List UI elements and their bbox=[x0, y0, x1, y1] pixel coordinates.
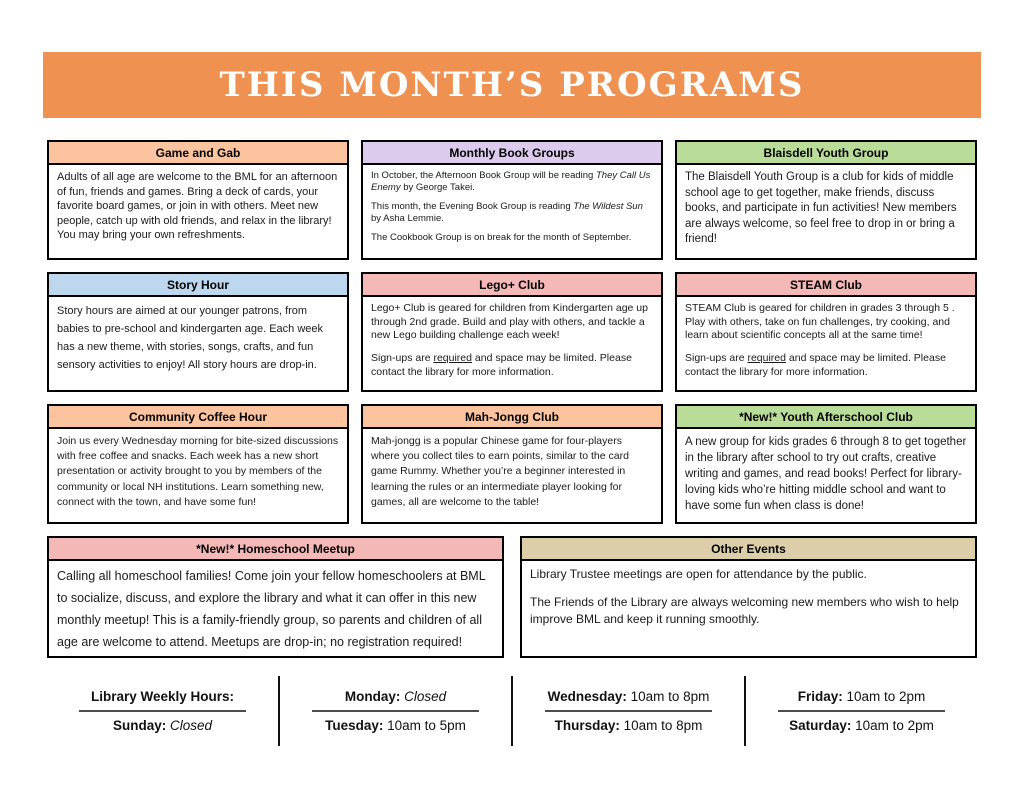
card-title: Lego+ Club bbox=[363, 274, 661, 297]
text-run: This month, the Evening Book Group is reading bbox=[371, 200, 574, 212]
book-title-italic: They Call Us Enemy bbox=[371, 170, 651, 193]
hours-value: 10am to 2pm bbox=[842, 689, 926, 704]
text-run: Library Trustee meetings are open for attendance by the public. bbox=[530, 567, 867, 581]
underlined-text: required bbox=[747, 351, 786, 364]
card-body bbox=[49, 429, 347, 522]
hours-value: 10am to 8pm bbox=[619, 718, 703, 733]
card-row bbox=[47, 140, 977, 260]
divider-line bbox=[778, 710, 944, 712]
text-run: In October, the Afternoon Book Group will be reading bbox=[371, 170, 596, 181]
text-run: STEAM Club is geared for children in grades 3 through 5 . Play with others, take on fun challenges, try cooking, and learn about scientific concepts all at the same time! bbox=[685, 302, 955, 342]
card-title: Community Coffee Hour bbox=[49, 406, 347, 429]
divider-line bbox=[79, 710, 245, 712]
hours-sunday bbox=[113, 718, 212, 733]
text-run: Sign-ups are bbox=[685, 351, 748, 364]
card-title: *New!* Homeschool Meetup bbox=[49, 538, 502, 561]
hours-value: 10am to 8pm bbox=[626, 689, 710, 704]
card-paragraph bbox=[371, 170, 653, 194]
program-card-monthly-book-groups bbox=[361, 140, 663, 260]
program-card-other-events bbox=[520, 536, 977, 658]
text-run: The Cookbook Group is on break for the month of September. bbox=[371, 231, 632, 243]
program-card-community-coffee-hour bbox=[47, 404, 349, 524]
hours-wednesday bbox=[548, 689, 710, 704]
card-body bbox=[677, 297, 975, 390]
text-run: Join us every Wednesday morning for bite-sized discussions with free coffee and snacks. Each week has a new short presentation or activity brought to you by members of the community or local NH institutions. Learn something new, connect with the town, and have some fun! bbox=[57, 435, 339, 508]
banner bbox=[43, 52, 981, 118]
card-paragraph bbox=[57, 302, 339, 375]
text-run: Lego+ Club is geared for children from Kindergarten age up through 2nd grade. Build and play with others, and tackle a new Lego building challenge each week! bbox=[371, 302, 648, 342]
hours-monday bbox=[345, 689, 446, 704]
hours-day-label: Sunday: bbox=[112, 718, 167, 733]
hours-value: 10am to 5pm bbox=[383, 718, 466, 733]
hours-day-label: Wednesday: bbox=[547, 689, 627, 704]
book-title-italic: The Wildest Sun bbox=[573, 200, 643, 212]
hours-friday bbox=[798, 689, 926, 704]
card-title: STEAM Club bbox=[677, 274, 975, 297]
hours-day-label: Monday: bbox=[344, 689, 401, 704]
card-paragraph bbox=[371, 201, 653, 225]
card-title: *New!* Youth Afterschool Club bbox=[677, 406, 975, 429]
hours-day-label: Tuesday: bbox=[325, 718, 384, 733]
hours-value: Closed bbox=[400, 689, 447, 704]
card-row bbox=[47, 404, 977, 524]
hours-thursday bbox=[555, 718, 703, 733]
program-card-homeschool-meetup bbox=[47, 536, 504, 658]
card-paragraph bbox=[685, 434, 967, 514]
text-run: by George Takei. bbox=[400, 181, 475, 193]
card-paragraph bbox=[685, 352, 967, 379]
hours-column bbox=[47, 676, 280, 746]
hours-section bbox=[47, 676, 977, 746]
card-body bbox=[522, 561, 975, 656]
card-paragraph bbox=[685, 170, 967, 248]
card-paragraph bbox=[530, 566, 967, 583]
card-title: Other Events bbox=[522, 538, 975, 561]
hours-title bbox=[91, 689, 234, 704]
text-run: by Asha Lemmie. bbox=[371, 212, 444, 224]
text-run: and space may be limited. Please contact the library for more information. bbox=[371, 351, 632, 378]
page-title: THIS MONTH’S PROGRAMS bbox=[219, 65, 805, 105]
programs-grid bbox=[47, 140, 977, 658]
hours-column bbox=[746, 676, 977, 746]
hours-column bbox=[280, 676, 513, 746]
card-paragraph bbox=[530, 594, 967, 628]
underlined-text: required bbox=[433, 351, 472, 364]
card-body bbox=[49, 165, 347, 258]
hours-day-label: Thursday: bbox=[554, 718, 620, 733]
text-run: The Blaisdell Youth Group is a club for kids of middle school age to get together, make friends, discuss books, and participate in fun activities! New members are always welcome, so feel free to drop in or bring a friend! bbox=[685, 171, 957, 246]
text-run: and space may be limited. Please contact the library for more information. bbox=[685, 351, 946, 378]
program-card-youth-afterschool-club bbox=[675, 404, 977, 524]
program-card-steam-club bbox=[675, 272, 977, 392]
program-card-mah-jongg-club bbox=[361, 404, 663, 524]
text-run: Calling all homeschool families! Come join your fellow homeschoolers at BML to socialize, discuss, and explore the library and what it can offer in this new monthly meetup! This is a family-friendly group, so parents and children of all age are welcome to attend. Meetups are drop-in; no registration required! bbox=[57, 569, 486, 649]
card-body bbox=[49, 297, 347, 390]
hours-day-label: Friday: bbox=[797, 689, 843, 704]
text-run: Mah-jongg is a popular Chinese game for four-players where you collect tiles to earn points, similar to the card game Rummy. Whether you’re a beginner interested in learning the rules or an intermediate player looking for games, all are welcome to the table! bbox=[371, 435, 629, 508]
card-paragraph bbox=[685, 302, 967, 343]
card-body bbox=[363, 429, 661, 522]
text-run: Sign-ups are bbox=[371, 351, 434, 364]
card-title: Blaisdell Youth Group bbox=[677, 142, 975, 165]
card-paragraph bbox=[371, 232, 653, 244]
divider-line bbox=[545, 710, 711, 712]
card-title: Story Hour bbox=[49, 274, 347, 297]
program-card-lego-club bbox=[361, 272, 663, 392]
hours-column bbox=[513, 676, 746, 746]
card-paragraph bbox=[371, 302, 653, 343]
program-card-game-and-gab bbox=[47, 140, 349, 260]
divider-line bbox=[312, 710, 478, 712]
hours-value: 10am to 2pm bbox=[851, 718, 934, 733]
card-title: Mah-Jongg Club bbox=[363, 406, 661, 429]
card-body bbox=[677, 165, 975, 258]
hours-value: Closed bbox=[166, 718, 213, 733]
card-paragraph bbox=[57, 434, 339, 510]
card-body bbox=[363, 165, 661, 258]
card-body bbox=[49, 561, 502, 656]
card-row bbox=[47, 536, 977, 658]
program-card-blaisdell-youth-group bbox=[675, 140, 977, 260]
card-paragraph bbox=[371, 434, 653, 510]
card-body bbox=[677, 429, 975, 522]
text-run: Adults of all age are welcome to the BML for an afternoon of fun, friends and games. Bring a deck of cards, your favorite board games, or join in with others. Meet new people, catch up with old friends, and relax in the library! You may bring your own refreshments. bbox=[57, 171, 338, 242]
text-run: Story hours are aimed at our younger patrons, from babies to pre-school and kindergarten age. Each week has a new theme, with stories, songs, crafts, and fun sensory activities to enjoy! All story hours are drop-in. bbox=[57, 305, 324, 372]
hours-day-label: Library Weekly Hours: bbox=[90, 689, 235, 704]
hours-day-label: Saturday: bbox=[789, 718, 852, 733]
card-body bbox=[363, 297, 661, 390]
program-card-story-hour bbox=[47, 272, 349, 392]
card-paragraph bbox=[57, 170, 339, 243]
text-run: The Friends of the Library are always welcoming new members who wish to help improve BML and keep it running smoothly. bbox=[530, 594, 959, 626]
card-row bbox=[47, 272, 977, 392]
hours-tuesday bbox=[325, 718, 466, 733]
hours-saturday bbox=[789, 718, 934, 733]
text-run: A new group for kids grades 6 through 8 to get together in the library after school to try out crafts, creative writing and games, and read books! Perfect for library-loving kids who’re hitting middle school and want to have some fun when class is done! bbox=[685, 436, 967, 513]
card-paragraph bbox=[371, 352, 653, 379]
card-title: Monthly Book Groups bbox=[363, 142, 661, 165]
card-title: Game and Gab bbox=[49, 142, 347, 165]
card-paragraph bbox=[57, 566, 494, 654]
